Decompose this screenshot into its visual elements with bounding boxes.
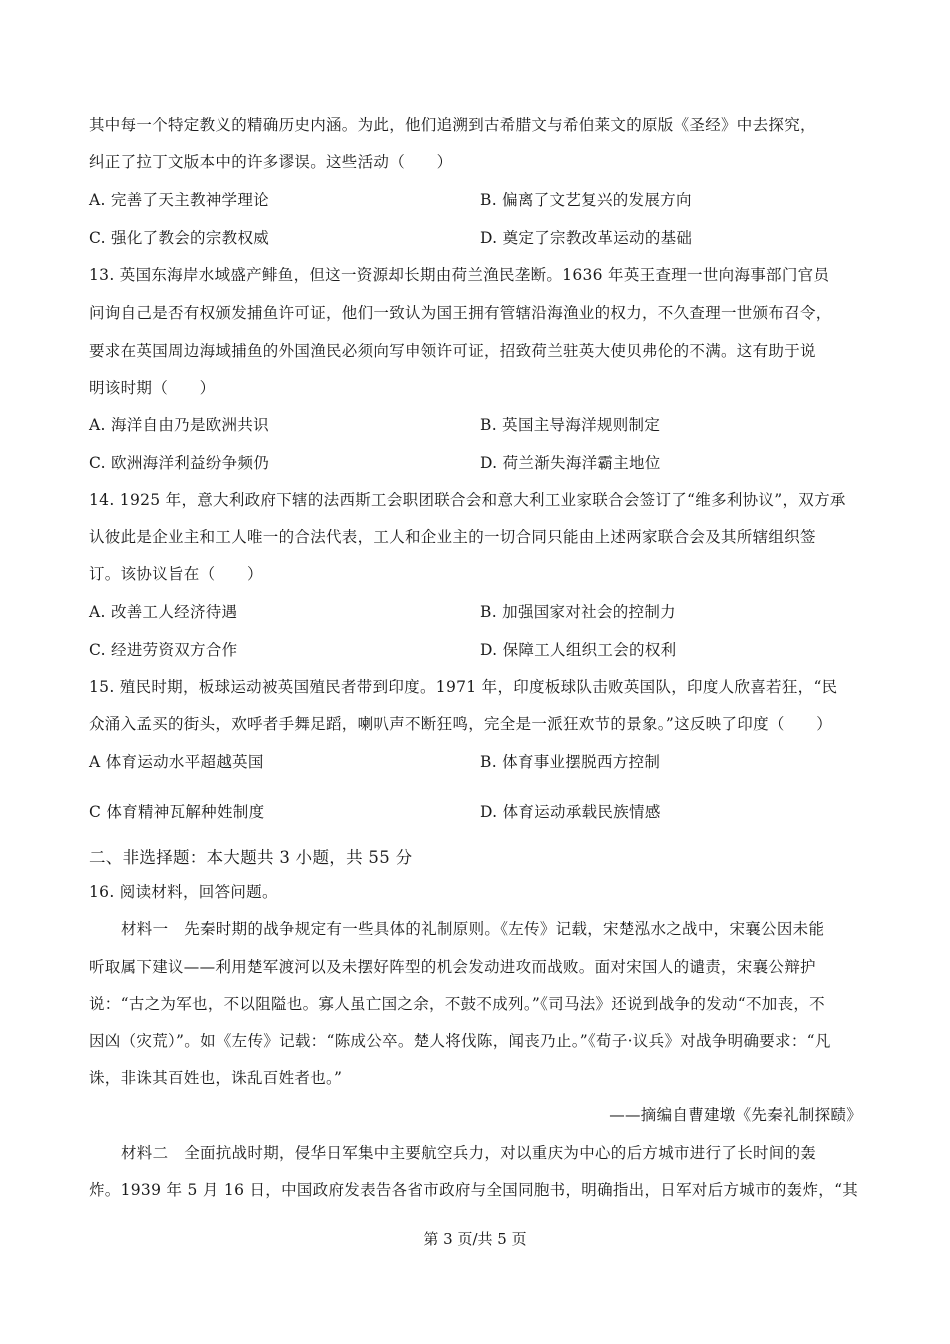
q15-option-c: C 体育精神瓦解种姓制度 [89, 803, 265, 821]
q16-material1-line-5: 诛，非诛其百姓也，诛乱百姓者也。” [89, 1069, 343, 1087]
q13-stem-line-1: 13. 英国东海岸水域盛产鲱鱼，但这一资源却长期由荷兰渔民垄断。1636 年英王查理一世向海事部门官员 [89, 266, 830, 284]
q16-material1-line-4: 因凶（灾荒）”。如《左传》记载：“陈成公卒。楚人将伐陈，闻丧乃止。”《荀子·议兵》对战争明确要求：“凡 [89, 1032, 831, 1050]
q15-option-b: B. 体育事业摆脱西方控制 [480, 753, 661, 771]
q12-option-d: D. 奠定了宗教改革运动的基础 [480, 229, 693, 247]
q13-stem-line-2: 问询自己是否有权颁发捕鱼许可证，他们一致认为国王拥有管辖沿海渔业的权力，不久查理一世颁布召令， [89, 304, 832, 322]
q16-material1-source: ——摘编自曹建墩《先秦礼制探赜》 [609, 1106, 862, 1124]
section-heading: 二、非选择题：本大题共 3 小题，共 55 分 [89, 848, 413, 867]
q15-stem-line-2: 众涌入孟买的街头，欢呼者手舞足蹈，喇叭声不断狂鸣，完全是一派狂欢节的景象。”这反映了印度（ ） [89, 715, 833, 733]
q14-option-a: A. 改善工人经济待遇 [89, 603, 238, 621]
q14-option-d: D. 保障工人组织工会的权利 [480, 641, 677, 659]
q14-stem-line-3: 订。该协议旨在（ ） [89, 565, 263, 583]
q12-option-c: C. 强化了教会的宗教权威 [89, 229, 270, 247]
q12-stem-line-2: 纠正了拉丁文版本中的许多谬误。这些活动（ ） [89, 153, 453, 171]
q13-option-a: A. 海洋自由乃是欧洲共识 [89, 416, 269, 434]
q16-material1-line-2: 听取属下建议——利用楚军渡河以及未摆好阵型的机会发动进攻而战败。面对宋国人的谴责，宋襄公辩护 [89, 958, 816, 976]
q14-stem-line-2: 认彼此是企业主和工人唯一的合法代表，工人和企业主的一切合同只能由上述两家联合会及其所辖组织签 [89, 528, 816, 546]
q12-stem-line-1: 其中每一个特定教义的精确历史内涵。为此，他们追溯到古希腊文与希伯莱文的原版《圣经》中去探究， [89, 116, 816, 134]
q16-stem: 16. 阅读材料，回答问题。 [89, 883, 278, 901]
page-indicator: 第 3 页/共 5 页 [423, 1230, 527, 1248]
q13-stem-line-3: 要求在英国周边海域捕鱼的外国渔民必须向写申领许可证，招致荷兰驻英大使贝弗伦的不满。这有助于说 [89, 342, 816, 360]
q13-option-c: C. 欧洲海洋利益纷争频仍 [89, 454, 270, 472]
q16-material1-line-1: 材料一 先秦时期的战争规定有一些具体的礼制原则。《左传》记载，宋楚泓水之战中，宋襄公因未能 [121, 920, 825, 938]
q15-stem-line-1: 15. 殖民时期，板球运动被英国殖民者带到印度。1971 年，印度板球队击败英国队，印度人欣喜若狂，“民 [89, 678, 838, 696]
q14-option-b: B. 加强国家对社会的控制力 [480, 603, 676, 621]
q16-material2-line-2: 炸。1939 年 5 月 16 日，中国政府发表告各省市政府与全国同胞书，明确指出，日军对后方城市的轰炸，“其 [89, 1181, 859, 1199]
q13-option-d: D. 荷兰渐失海洋霸主地位 [480, 454, 661, 472]
q13-stem-line-4: 明该时期（ ） [89, 379, 216, 397]
q16-material2-line-1: 材料二 全面抗战时期，侵华日军集中主要航空兵力，对以重庆为中心的后方城市进行了长时间的轰 [121, 1144, 817, 1162]
q15-option-d: D. 体育运动承载民族情感 [480, 803, 661, 821]
q14-stem-line-1: 14. 1925 年，意大利政府下辖的法西斯工会职团联合会和意大利工业家联合会签订了“维多利协议”，双方承 [89, 491, 846, 509]
q14-option-c: C. 经进劳资双方合作 [89, 641, 238, 659]
q15-option-a: A 体育运动水平超越英国 [89, 753, 264, 771]
q12-option-b: B. 偏离了文艺复兴的发展方向 [480, 191, 692, 209]
q12-option-a: A. 完善了天主教神学理论 [89, 191, 269, 209]
q13-option-b: B. 英国主导海洋规则制定 [480, 416, 661, 434]
q16-material1-line-3: 说：“古之为军也，不以阻隘也。寡人虽亡国之余，不鼓不成列。”《司马法》还说到战争的发动“不加丧，不 [89, 995, 825, 1013]
